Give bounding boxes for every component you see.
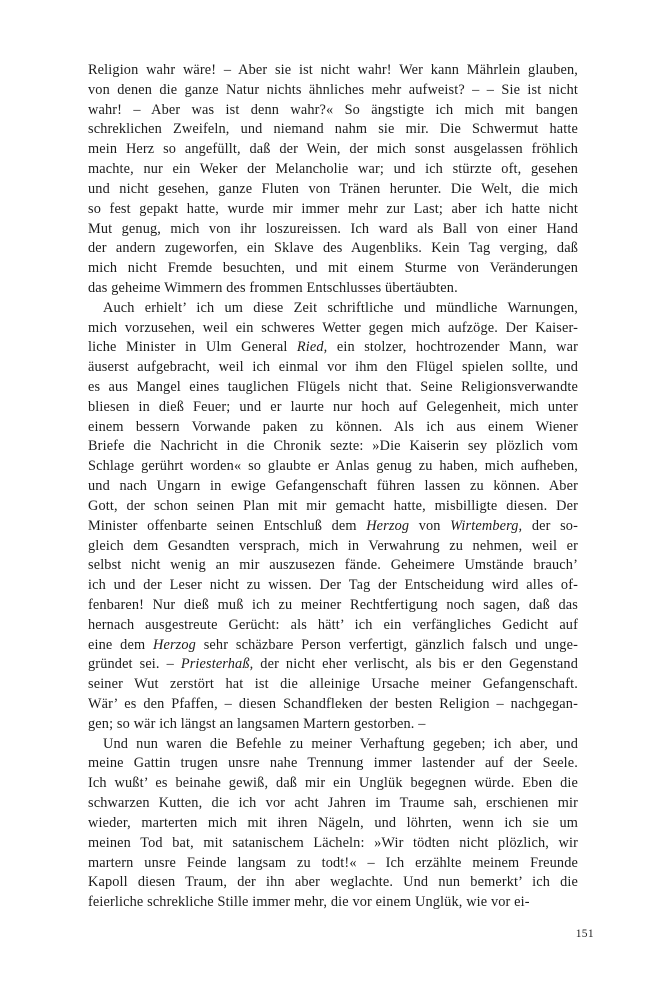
text-line (88, 556, 578, 576)
text-segment: von (409, 517, 451, 534)
text-line (88, 517, 578, 537)
text-segment: liche Minister in Ulm General (88, 339, 297, 356)
text-segment: Kapoll diesen Traum, der ihn aber weglachte. Und nun bemerkt’ ich die (88, 874, 578, 891)
text-line (88, 754, 578, 774)
text-segment: meine Gattin trugen unsre nahe Trennung immer lastender auf der Seele. (88, 755, 578, 772)
text-segment: ein stolzer, hochtrozender Mann, war (327, 339, 578, 356)
text-segment: gleich dem Gesandten versprach, mich in Verwahrung zu nehmen, weil er (88, 537, 578, 554)
text-line (88, 854, 578, 874)
italic-text-segment: Priesterhaß, (180, 656, 254, 673)
text-segment: schwarzen Kutten, die ich vor acht Jahren im Traume sah, erschienen mir (88, 795, 578, 812)
text-line (88, 418, 578, 438)
text-segment: Gott, der schon seinen Plan mit mir gemacht hatte, misbilligte diesen. Der (88, 497, 578, 514)
text-line (88, 616, 578, 636)
text-line (88, 497, 578, 517)
text-line (88, 358, 578, 378)
text-line (88, 239, 578, 259)
text-segment: der andern zugeworfen, ein Sklave des Augenbliks. Kein Tag verging, daß (88, 240, 578, 257)
text-segment: und nicht gesehen, ganze Fluten von Tränen herunter. Die Welt, die mich (88, 180, 578, 197)
text-segment: es aus Mangel eines tauglichen Flügels nicht that. Seine Religionsverwandte (88, 379, 578, 395)
text-segment: ich und der Leser nicht zu wissen. Der Tag der Entscheidung wird alles of- (88, 577, 578, 594)
text-segment: selbst nicht wenig an mir auszusezen fände. Geheimere Umstände brauch’ (88, 557, 578, 574)
text-line (88, 378, 578, 398)
text-line (88, 160, 578, 180)
text-segment: martern unsre Feinde langsam zu todt!« – Ich erzählte meinem Freunde (88, 854, 578, 871)
text-segment: eine dem (88, 636, 153, 653)
text-segment: Religion wahr wäre! – Aber sie ist nicht wahr! Wer kann Mährlein glauben, (88, 62, 578, 78)
text-segment: schreklichen Zweifeln, und niemand nahm sie mir. Die Schwermut hatte (88, 121, 578, 138)
text-line (88, 180, 578, 200)
italic-text-segment: Ried, (296, 339, 328, 356)
text-line (88, 338, 578, 358)
text-segment: mein Herz so angefüllt, daß der Wein, der mich sonst ausgelassen fröhlich (88, 141, 578, 158)
text-segment: sehr schäzbare Person verfertigt, gänzlich falsch und unge- (195, 636, 578, 653)
text-segment: mich nicht Fremde besuchten, und mit einem Sturme von Veränderungen (88, 260, 578, 277)
text-line (88, 398, 578, 418)
text-line (88, 774, 578, 794)
text-line (88, 834, 578, 854)
text-line (88, 120, 578, 140)
text-segment: feierliche schrekliche Stille immer mehr, die vor einem Unglük, wie vor ei- (88, 894, 530, 911)
text-segment: gen; so wär ich längst an langsamen Martern gestorben. – (88, 715, 426, 732)
text-line (88, 893, 578, 913)
text-segment: wahr! – Aber was ist denn wahr?« So ängstigte ich mich mit bangen (88, 101, 578, 118)
text-line (88, 299, 578, 319)
text-segment: Ich wußt’ es beinahe gewiß, daß mir ein Unglük begegnen würde. Eben die (88, 775, 578, 792)
italic-text-segment: Herzog (152, 636, 196, 653)
text-line (88, 596, 578, 616)
text-line (88, 259, 578, 279)
text-line (88, 81, 578, 101)
text-segment: Und nun waren die Befehle zu meiner Verhaftung gegeben; ich aber, und (103, 735, 578, 752)
text-line (88, 655, 578, 675)
text-line (88, 319, 578, 339)
text-line (88, 279, 578, 299)
text-segment: Wär’ es den Pfaffen, – diesen Schandfleken der besten Religion – nachgegan- (88, 696, 578, 712)
text-line (88, 477, 578, 497)
text-segment: von denen die ganze Natur nichts ähnliches mehr aufweist? – – Sie ist nicht (88, 81, 578, 98)
text-segment: so fest gepakt hatte, wurde mir immer mehr zur Last; aber ich hatte nicht (88, 200, 578, 217)
italic-text-segment: Wirtemberg, (450, 517, 523, 534)
text-line (88, 636, 578, 656)
text-line (88, 140, 578, 160)
text-line (88, 873, 578, 893)
text-line (88, 101, 578, 121)
text-line (88, 200, 578, 220)
italic-text-segment: Herzog (366, 517, 410, 534)
text-segment: mich vorzusehen, weil ein schweres Wetter gegen mich aufzöge. Der Kaiser- (88, 319, 578, 336)
text-segment: der nicht eher verlischt, als bis er den Gegenstand (253, 656, 578, 673)
text-segment: der so- (522, 517, 578, 534)
text-segment: einem bessern Vorwande paken zu können. Als ich aus einem Wiener (88, 418, 578, 435)
text-segment: und nach Ungarn in ewige Gefangenschaft führen lassen zu können. Aber (88, 478, 578, 495)
text-line (88, 814, 578, 834)
text-segment: seiner Wut zerstört hat ist die alleinige Ursache meiner Gefangenschaft. (88, 676, 578, 693)
text-segment: meinen Tod bat, mit satanischem Lächeln: »Wir tödten nicht plözlich, wir (88, 834, 578, 851)
text-line (88, 794, 578, 814)
text-segment: Auch erhielt’ ich um diese Zeit schriftliche und mündliche Warnungen, (103, 299, 578, 316)
text-segment: wieder, marterten mich mit ihren Nägeln, und löhrten, wenn ich sie um (88, 814, 578, 831)
text-line (88, 675, 578, 695)
text-line (88, 457, 578, 477)
text-line (88, 576, 578, 596)
text-line (88, 437, 578, 457)
text-line (88, 695, 578, 715)
text-segment: Minister offenbarte seinen Entschluß dem (88, 517, 367, 534)
text-line (88, 61, 578, 81)
text-segment: das geheime Wimmern des frommen Entschlusses übertäubten. (88, 279, 458, 296)
text-segment: hernach ausgestreute Gerücht: als hätt’ ich ein verfängliches Gedicht auf (88, 616, 578, 633)
text-segment: äuserst aufgebracht, weil ich einmal vor ihm den Flügel spielen sollte, und (88, 359, 578, 376)
text-segment: Briefe die Nachricht in die Chronik sezte: »Die Kaiserin sey plözlich vom (88, 438, 578, 455)
page-number: 151 (575, 928, 594, 940)
text-line (88, 220, 578, 240)
text-segment: Mut genug, mich von ihr loszureissen. Ich ward als Ball von einer Hand (88, 220, 578, 237)
text-line (88, 537, 578, 557)
text-segment: fenbaren! Nur dieß muß ich zu meiner Rechtfertigung noch sagen, daß das (88, 596, 578, 613)
text-segment: gründet sei. – (88, 656, 181, 673)
text-segment: bliesen in dieß Feuer; und er laurte nur hoch auf Gelegenheit, mich unter (88, 398, 578, 415)
text-line (88, 735, 578, 755)
text-line (88, 715, 578, 735)
page-text (88, 61, 578, 913)
text-segment: Schlage gerührt worden« so glaubte er Anlas genug zu haben, mich aufheben, (88, 458, 578, 475)
text-segment: machte, nur ein Weker der Melancholie war; und ich stürzte oft, gesehen (88, 161, 578, 178)
